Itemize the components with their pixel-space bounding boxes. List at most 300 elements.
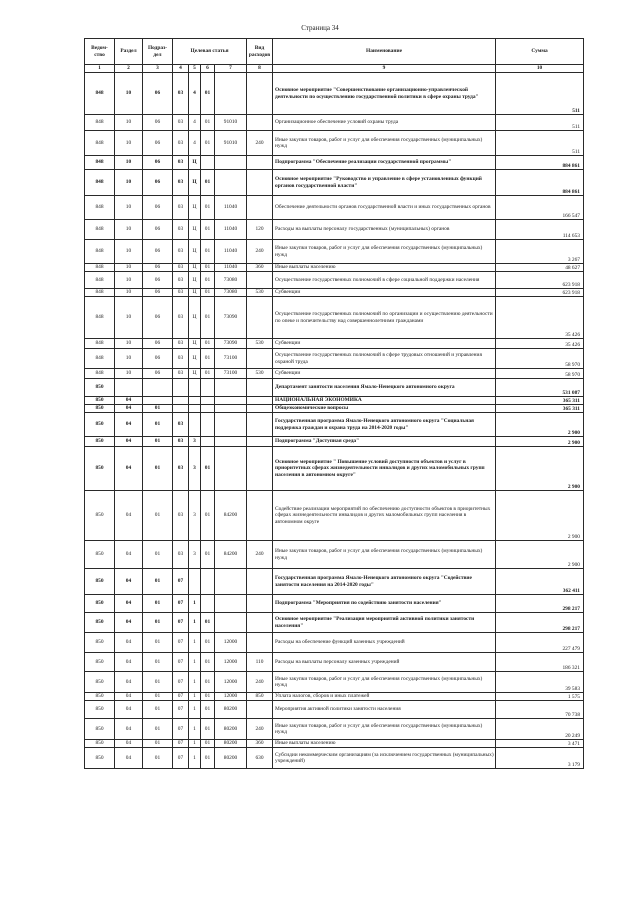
cell-subprogram: 4 xyxy=(189,115,201,131)
cell-subsection: 06 xyxy=(143,240,173,264)
cell-program: 03 xyxy=(173,240,189,264)
cell-sum: 35 426 xyxy=(496,339,584,349)
cell-subprogram xyxy=(189,379,201,397)
cell-section: 10 xyxy=(115,339,143,349)
cell-expense-type: 240 xyxy=(247,541,273,569)
cell-name: Расходы на выплаты персоналу государственных (муниципальных) органов xyxy=(273,220,496,240)
cell-department: 848 xyxy=(85,115,115,131)
cell-event: 01 xyxy=(201,653,215,672)
cell-program: 03 xyxy=(173,131,189,156)
cell-event: 01 xyxy=(201,220,215,240)
cell-direction: 73090 xyxy=(215,339,247,349)
cell-name: Иные закупки товаров, работ и услуг для обеспечения государственных (муниципальных) нужд xyxy=(273,240,496,264)
cell-direction: 80200 xyxy=(215,701,247,719)
cell-sum: 365 311 xyxy=(496,397,584,405)
cell-name: Осуществление государственных полномочий в сфере социальной поддержки населения xyxy=(273,272,496,289)
cell-subprogram: 3 xyxy=(189,447,201,491)
cell-event: 01 xyxy=(201,491,215,541)
cell-subsection: 01 xyxy=(143,405,173,413)
cell-direction xyxy=(215,170,247,196)
cell-department: 850 xyxy=(85,413,115,437)
cell-name: Осуществление государственных полномочий в сфере трудовых отношений и управления охраной труда xyxy=(273,349,496,369)
cell-expense-type xyxy=(247,272,273,289)
cell-section: 10 xyxy=(115,170,143,196)
cell-program: 03 xyxy=(173,413,189,437)
cell-subsection: 06 xyxy=(143,156,173,170)
cell-department: 848 xyxy=(85,369,115,379)
cell-direction: 91010 xyxy=(215,131,247,156)
cell-department: 848 xyxy=(85,297,115,339)
cell-name: Подпрограмма "Доступная среда" xyxy=(273,437,496,447)
cell-event: 01 xyxy=(201,672,215,693)
cell-sum: 298 217 xyxy=(496,595,584,613)
cell-expense-type: 240 xyxy=(247,240,273,264)
cell-subsection: 06 xyxy=(143,339,173,349)
cell-subprogram: 1 xyxy=(189,653,201,672)
col-number: 4 xyxy=(173,65,189,73)
cell-subprogram: Ц xyxy=(189,240,201,264)
table-row xyxy=(85,369,584,379)
cell-section: 10 xyxy=(115,220,143,240)
cell-event: 01 xyxy=(201,170,215,196)
cell-expense-type: 110 xyxy=(247,653,273,672)
cell-department: 848 xyxy=(85,272,115,289)
cell-section: 10 xyxy=(115,289,143,297)
cell-sum: 2 900 xyxy=(496,437,584,447)
cell-event: 01 xyxy=(201,633,215,653)
cell-section: 04 xyxy=(115,569,143,595)
cell-subsection: 01 xyxy=(143,633,173,653)
cell-subsection: 06 xyxy=(143,297,173,339)
cell-program: 07 xyxy=(173,569,189,595)
cell-program: 03 xyxy=(173,73,189,115)
cell-direction: 84200 xyxy=(215,541,247,569)
cell-department: 850 xyxy=(85,748,115,769)
col-number: 10 xyxy=(496,65,584,73)
cell-expense-type xyxy=(247,595,273,613)
cell-program: 07 xyxy=(173,693,189,701)
cell-program: 03 xyxy=(173,491,189,541)
cell-section: 10 xyxy=(115,349,143,369)
cell-program xyxy=(173,405,189,413)
cell-sum: 58 970 xyxy=(496,369,584,379)
cell-expense-type xyxy=(247,437,273,447)
cell-subprogram: 1 xyxy=(189,672,201,693)
table-row xyxy=(85,379,584,397)
cell-subprogram: 1 xyxy=(189,701,201,719)
cell-direction: 80200 xyxy=(215,740,247,748)
cell-expense-type xyxy=(247,297,273,339)
table-row xyxy=(85,653,584,672)
cell-sum: 884 861 xyxy=(496,156,584,170)
cell-subprogram: 1 xyxy=(189,748,201,769)
cell-section: 04 xyxy=(115,740,143,748)
cell-section: 04 xyxy=(115,447,143,491)
header-expense-type: Вид расходов xyxy=(247,39,273,65)
cell-sum: 2 900 xyxy=(496,447,584,491)
cell-section: 04 xyxy=(115,693,143,701)
table-row xyxy=(85,693,584,701)
cell-program: 03 xyxy=(173,289,189,297)
col-number: 2 xyxy=(115,65,143,73)
cell-subprogram: 3 xyxy=(189,491,201,541)
table-row xyxy=(85,115,584,131)
cell-name: Департамент занятости населения Ямало-Ненецкого автономного округа xyxy=(273,379,496,397)
cell-sum: 531 087 xyxy=(496,379,584,397)
cell-section: 10 xyxy=(115,240,143,264)
cell-expense-type xyxy=(247,613,273,633)
cell-subsection: 01 xyxy=(143,748,173,769)
cell-event: 01 xyxy=(201,73,215,115)
cell-name: Основное мероприятие "Реализация мероприятий активной политики занятости населения" xyxy=(273,613,496,633)
cell-subsection: 06 xyxy=(143,272,173,289)
cell-direction xyxy=(215,405,247,413)
cell-department: 850 xyxy=(85,397,115,405)
cell-name: Основное мероприятие "Руководство и управление в сфере установленных функций органов государственной власти" xyxy=(273,170,496,196)
cell-expense-type xyxy=(247,633,273,653)
cell-subprogram: Ц xyxy=(189,156,201,170)
cell-expense-type: 530 xyxy=(247,339,273,349)
table-row xyxy=(85,397,584,405)
cell-sum: 58 970 xyxy=(496,349,584,369)
cell-subsection: 01 xyxy=(143,569,173,595)
cell-department: 848 xyxy=(85,196,115,220)
table-row xyxy=(85,569,584,595)
cell-subsection: 01 xyxy=(143,437,173,447)
cell-program: 07 xyxy=(173,633,189,653)
cell-subprogram: 4 xyxy=(189,73,201,115)
cell-department: 850 xyxy=(85,633,115,653)
cell-sum: 511 xyxy=(496,115,584,131)
cell-program: 03 xyxy=(173,339,189,349)
cell-sum: 884 861 xyxy=(496,170,584,196)
cell-expense-type: 360 xyxy=(247,740,273,748)
cell-event xyxy=(201,595,215,613)
cell-subprogram xyxy=(189,405,201,413)
cell-subsection: 06 xyxy=(143,264,173,272)
cell-event: 01 xyxy=(201,369,215,379)
cell-expense-type xyxy=(247,196,273,220)
cell-expense-type: 360 xyxy=(247,264,273,272)
cell-event xyxy=(201,156,215,170)
col-number: 3 xyxy=(143,65,173,73)
cell-direction xyxy=(215,156,247,170)
cell-sum: 1 575 xyxy=(496,693,584,701)
cell-department: 848 xyxy=(85,170,115,196)
cell-direction: 73100 xyxy=(215,369,247,379)
cell-subprogram xyxy=(189,397,201,405)
cell-event xyxy=(201,437,215,447)
budget-table xyxy=(84,38,584,769)
cell-subsection: 01 xyxy=(143,613,173,633)
cell-department: 850 xyxy=(85,595,115,613)
cell-name: Осуществление государственных полномочий по организации и осуществлению деятельности по опеке и попечительству над совершеннолетними гражданами xyxy=(273,297,496,339)
cell-section: 10 xyxy=(115,73,143,115)
cell-program: 07 xyxy=(173,613,189,633)
cell-name: Общеэкономические вопросы xyxy=(273,405,496,413)
cell-section: 10 xyxy=(115,297,143,339)
cell-section: 04 xyxy=(115,413,143,437)
cell-direction: 73100 xyxy=(215,349,247,369)
cell-subprogram: 1 xyxy=(189,633,201,653)
cell-direction: 12000 xyxy=(215,693,247,701)
cell-department: 848 xyxy=(85,349,115,369)
cell-section: 04 xyxy=(115,595,143,613)
cell-direction xyxy=(215,569,247,595)
cell-subsection: 01 xyxy=(143,740,173,748)
cell-program: 03 xyxy=(173,297,189,339)
cell-subsection: 06 xyxy=(143,369,173,379)
cell-event: 01 xyxy=(201,264,215,272)
cell-sum: 362 411 xyxy=(496,569,584,595)
table-row xyxy=(85,541,584,569)
cell-program: 03 xyxy=(173,349,189,369)
cell-program: 07 xyxy=(173,653,189,672)
cell-program: 07 xyxy=(173,672,189,693)
cell-expense-type xyxy=(247,379,273,397)
cell-event: 01 xyxy=(201,289,215,297)
cell-department: 850 xyxy=(85,653,115,672)
cell-expense-type xyxy=(247,447,273,491)
cell-subsection: 06 xyxy=(143,170,173,196)
cell-subprogram: 4 xyxy=(189,131,201,156)
cell-subsection: 01 xyxy=(143,719,173,740)
cell-program: 03 xyxy=(173,196,189,220)
cell-program: 03 xyxy=(173,272,189,289)
header-sum: Сумма xyxy=(496,39,584,65)
cell-direction xyxy=(215,447,247,491)
table-row xyxy=(85,633,584,653)
cell-name: Расходы на обеспечение функций казенных учреждений xyxy=(273,633,496,653)
table-row xyxy=(85,595,584,613)
cell-section: 04 xyxy=(115,633,143,653)
cell-direction xyxy=(215,595,247,613)
cell-event xyxy=(201,569,215,595)
cell-subprogram: 1 xyxy=(189,719,201,740)
cell-name: Иные закупки товаров, работ и услуг для обеспечения государственных (муниципальных) нужд xyxy=(273,672,496,693)
table-row xyxy=(85,264,584,272)
cell-section: 10 xyxy=(115,369,143,379)
cell-expense-type: 530 xyxy=(247,369,273,379)
header-name: Наименование xyxy=(273,39,496,65)
cell-department: 848 xyxy=(85,339,115,349)
cell-program: 07 xyxy=(173,748,189,769)
cell-department: 850 xyxy=(85,541,115,569)
cell-event xyxy=(201,379,215,397)
cell-name: Основное мероприятие "Совершенствование организационно-управленческой деятельности по осуществлению государственной политики в сфере охраны труда" xyxy=(273,73,496,115)
cell-direction: 80200 xyxy=(215,748,247,769)
cell-department: 850 xyxy=(85,405,115,413)
table-row xyxy=(85,339,584,349)
cell-sum: 2 900 xyxy=(496,413,584,437)
cell-section: 10 xyxy=(115,131,143,156)
cell-subsection: 06 xyxy=(143,349,173,369)
cell-expense-type: 240 xyxy=(247,719,273,740)
table-body xyxy=(85,73,584,769)
cell-program: 03 xyxy=(173,541,189,569)
cell-section: 04 xyxy=(115,672,143,693)
cell-program: 03 xyxy=(173,156,189,170)
cell-subprogram: Ц xyxy=(189,196,201,220)
cell-expense-type: 850 xyxy=(247,693,273,701)
cell-sum: 227 479 xyxy=(496,633,584,653)
cell-expense-type: 530 xyxy=(247,289,273,297)
cell-department: 850 xyxy=(85,672,115,693)
cell-event: 01 xyxy=(201,748,215,769)
cell-direction: 12000 xyxy=(215,633,247,653)
table-row xyxy=(85,131,584,156)
cell-subprogram: Ц xyxy=(189,264,201,272)
cell-subsection: 06 xyxy=(143,73,173,115)
cell-event: 01 xyxy=(201,196,215,220)
col-number: 9 xyxy=(273,65,496,73)
table-row xyxy=(85,240,584,264)
cell-sum: 114 653 xyxy=(496,220,584,240)
table-row xyxy=(85,413,584,437)
cell-expense-type: 120 xyxy=(247,220,273,240)
cell-event: 01 xyxy=(201,541,215,569)
cell-subprogram: 3 xyxy=(189,437,201,447)
cell-subprogram: Ц xyxy=(189,220,201,240)
cell-program: 03 xyxy=(173,220,189,240)
cell-department: 850 xyxy=(85,719,115,740)
cell-department: 850 xyxy=(85,569,115,595)
cell-name: Субвенции xyxy=(273,369,496,379)
table-row xyxy=(85,349,584,369)
table-row xyxy=(85,73,584,115)
cell-sum: 511 xyxy=(496,73,584,115)
col-number: 1 xyxy=(85,65,115,73)
cell-expense-type xyxy=(247,491,273,541)
cell-program: 07 xyxy=(173,740,189,748)
column-number-row xyxy=(85,65,584,73)
cell-department: 848 xyxy=(85,131,115,156)
cell-subsection: 01 xyxy=(143,653,173,672)
cell-event xyxy=(201,397,215,405)
cell-program: 03 xyxy=(173,369,189,379)
table-row xyxy=(85,491,584,541)
cell-direction: 73090 xyxy=(215,297,247,339)
cell-section: 10 xyxy=(115,115,143,131)
cell-department: 850 xyxy=(85,379,115,397)
cell-direction xyxy=(215,73,247,115)
cell-sum: 2 900 xyxy=(496,541,584,569)
cell-sum: 186 321 xyxy=(496,653,584,672)
cell-program: 07 xyxy=(173,595,189,613)
cell-subsection: 01 xyxy=(143,693,173,701)
cell-name: Уплата налогов, сборов и иных платежей xyxy=(273,693,496,701)
cell-name: Иные закупки товаров, работ и услуг для обеспечения государственных (муниципальных) нужд xyxy=(273,541,496,569)
table-header xyxy=(85,39,584,73)
header-target-article: Целевая статья xyxy=(173,39,247,65)
cell-direction xyxy=(215,397,247,405)
table-row xyxy=(85,740,584,748)
col-number: 6 xyxy=(201,65,215,73)
cell-subprogram xyxy=(189,413,201,437)
cell-direction: 11040 xyxy=(215,196,247,220)
cell-department: 850 xyxy=(85,740,115,748)
cell-department: 850 xyxy=(85,613,115,633)
cell-subsection: 06 xyxy=(143,220,173,240)
cell-department: 848 xyxy=(85,220,115,240)
cell-subprogram: Ц xyxy=(189,297,201,339)
cell-name: Мероприятия активной политики занятости населения xyxy=(273,701,496,719)
cell-expense-type: 240 xyxy=(247,672,273,693)
cell-direction: 84200 xyxy=(215,491,247,541)
cell-event: 01 xyxy=(201,740,215,748)
cell-subprogram: 1 xyxy=(189,693,201,701)
cell-department: 850 xyxy=(85,437,115,447)
cell-subprogram: Ц xyxy=(189,369,201,379)
cell-direction: 80200 xyxy=(215,719,247,740)
cell-sum: 623 918 xyxy=(496,272,584,289)
cell-subprogram: 3 xyxy=(189,541,201,569)
cell-event: 01 xyxy=(201,349,215,369)
cell-name: Иные закупки товаров, работ и услуг для обеспечения государственных (муниципальных) нужд xyxy=(273,719,496,740)
cell-section: 04 xyxy=(115,491,143,541)
cell-section: 04 xyxy=(115,405,143,413)
table-row xyxy=(85,196,584,220)
cell-section: 04 xyxy=(115,397,143,405)
table-row xyxy=(85,170,584,196)
cell-sum: 3 179 xyxy=(496,748,584,769)
table-row xyxy=(85,748,584,769)
cell-section: 10 xyxy=(115,272,143,289)
cell-direction xyxy=(215,413,247,437)
cell-sum: 298 217 xyxy=(496,613,584,633)
cell-direction: 12000 xyxy=(215,672,247,693)
cell-subprogram: Ц xyxy=(189,272,201,289)
cell-expense-type xyxy=(247,170,273,196)
header-subsection: Подраз-дел xyxy=(143,39,173,65)
cell-subsection: 01 xyxy=(143,491,173,541)
cell-expense-type xyxy=(247,115,273,131)
cell-direction xyxy=(215,437,247,447)
cell-subsection: 01 xyxy=(143,541,173,569)
cell-department: 850 xyxy=(85,693,115,701)
cell-sum: 35 426 xyxy=(496,297,584,339)
cell-direction: 73080 xyxy=(215,289,247,297)
cell-sum: 2 900 xyxy=(496,491,584,541)
cell-subsection: 06 xyxy=(143,289,173,297)
cell-event: 01 xyxy=(201,693,215,701)
cell-program xyxy=(173,397,189,405)
cell-subprogram: Ц xyxy=(189,289,201,297)
cell-expense-type xyxy=(247,405,273,413)
cell-department: 848 xyxy=(85,289,115,297)
cell-section: 10 xyxy=(115,264,143,272)
cell-sum: 39 583 xyxy=(496,672,584,693)
cell-name: Организационное обеспечение условий охраны труда xyxy=(273,115,496,131)
cell-subprogram: Ц xyxy=(189,170,201,196)
table-row xyxy=(85,613,584,633)
cell-name: Подпрограмма "Обеспечение реализации государственной программы" xyxy=(273,156,496,170)
table-row xyxy=(85,297,584,339)
cell-name: Расходы на выплаты персоналу казенных учреждений xyxy=(273,653,496,672)
cell-expense-type xyxy=(247,569,273,595)
table-row xyxy=(85,405,584,413)
cell-expense-type xyxy=(247,156,273,170)
cell-sum: 3 267 xyxy=(496,240,584,264)
cell-expense-type xyxy=(247,349,273,369)
cell-section: 04 xyxy=(115,701,143,719)
cell-name: Подпрограмма "Мероприятия по содействию занятости населения" xyxy=(273,595,496,613)
cell-event: 01 xyxy=(201,613,215,633)
col-number: 7 xyxy=(215,65,247,73)
cell-subsection: 01 xyxy=(143,672,173,693)
cell-expense-type: 240 xyxy=(247,131,273,156)
cell-sum: 511 xyxy=(496,131,584,156)
